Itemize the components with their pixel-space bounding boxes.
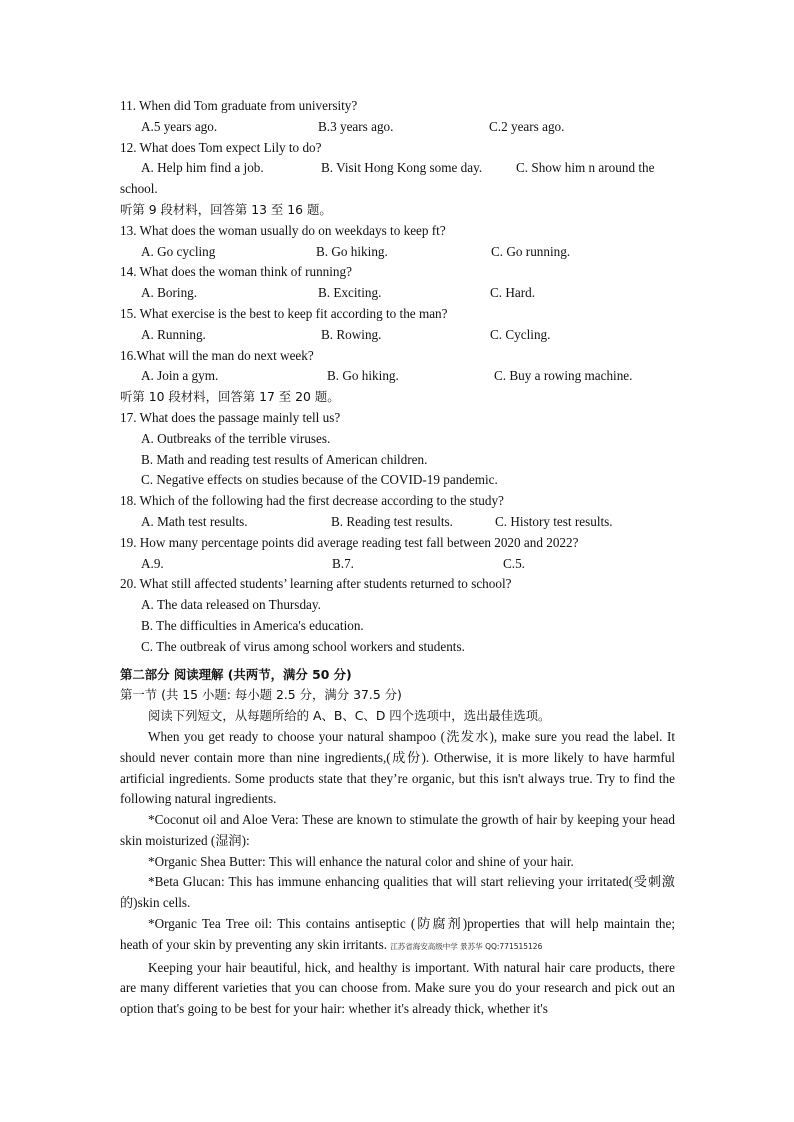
options-11 xyxy=(120,117,675,138)
options-12 xyxy=(120,158,675,179)
paragraph-1: When you get ready to choose your natural shampoo (洗发水), make sure you read the label. It should never contain more than nine ingredients,(成份). Otherwise, it is more likely to have harmful artificial ingredients. Some products state that they’re organic, but this isn't always true. Try to find the following natural ingredients. xyxy=(120,728,675,807)
option-a: A. Math test results. xyxy=(141,513,248,529)
section-1-heading: 第一节 (共 15 小题: 每小题 2.5 分，满分 37.5 分) xyxy=(120,687,402,703)
option-c: C. Show him n around the xyxy=(516,160,655,176)
paragraph-6: Keeping your hair beautiful, hick, and healthy is important. With natural hair care products, there are many different varieties that you can choose from. Make sure you do your research and pick out an option that's going to be best for your hair: whether it's already thick, whether it's xyxy=(120,959,675,1017)
option-c: C. Go running. xyxy=(491,243,571,259)
option-c: C. Hard. xyxy=(490,285,536,301)
question-15: 15. What exercise is the best to keep fit according to the man? xyxy=(120,305,448,321)
option-b: B.7. xyxy=(332,555,354,571)
option-b: B. Go hiking. xyxy=(327,368,399,384)
paragraph-2: *Coconut oil and Aloe Vera: These are known to stimulate the growth of hair by keeping your head skin moisturized (湿润): xyxy=(120,812,675,848)
section-10-heading: 听第 10 段材料，回答第 17 至 20 题。 xyxy=(120,389,340,405)
option-b: B.3 years ago. xyxy=(318,118,394,134)
question-13: 13. What does the woman usually do on weekdays to keep ft? xyxy=(120,222,446,238)
question-14: 14. What does the woman think of running? xyxy=(120,264,352,280)
options-16 xyxy=(120,366,675,387)
option-b: B. Reading test results. xyxy=(331,513,453,529)
paragraph-5 xyxy=(120,914,675,958)
options-19 xyxy=(120,554,675,575)
question-16: 16.What will the man do next week? xyxy=(120,347,314,363)
paragraph-4: *Beta Glucan: This has immune enhancing qualities that will start relieving your irritated(受刺激的)skin cells. xyxy=(120,874,675,911)
option-a: A. Join a gym. xyxy=(141,368,219,384)
option-b: B. Exciting. xyxy=(318,285,382,301)
question-12: 12. What does Tom expect Lily to do? xyxy=(120,139,322,155)
option-a: A. Go cycling xyxy=(141,243,216,259)
option-b: B. Go hiking. xyxy=(316,243,388,259)
options-13 xyxy=(120,242,675,263)
exam-page xyxy=(120,96,675,1020)
option-a: A.5 years ago. xyxy=(141,118,218,134)
option-c: C. Negative effects on studies because of the COVID-19 pandemic. xyxy=(141,472,498,488)
option-a: A. Help him find a job. xyxy=(141,160,264,176)
option-c: C.2 years ago. xyxy=(489,118,565,134)
options-18 xyxy=(120,512,675,533)
question-19: 19. How many percentage points did average reading test fall between 2020 and 2022? xyxy=(120,534,579,550)
paragraph-5-text: *Organic Tea Tree oil: This contains antiseptic (防腐剂)properties that will help maintain the; heath of your skin by preventing any skin irritants. xyxy=(120,916,675,952)
option-b: B. Visit Hong Kong some day. xyxy=(321,160,483,176)
option-a: A. The data released on Thursday. xyxy=(141,597,321,613)
section-9-heading: 听第 9 段材料，回答第 13 至 16 题。 xyxy=(120,201,332,217)
option-a: A.9. xyxy=(141,555,164,571)
options-15 xyxy=(120,325,675,346)
option-c: C. History test results. xyxy=(495,513,613,529)
option-a: A. Outbreaks of the terrible viruses. xyxy=(141,430,331,446)
option-c: C. Buy a rowing machine. xyxy=(494,368,633,384)
question-11: 11. When did Tom graduate from university? xyxy=(120,98,358,113)
option-c: C. Cycling. xyxy=(490,326,551,342)
option-b: B. Math and reading test results of American children. xyxy=(141,451,428,467)
question-18: 18. Which of the following had the first decrease according to the study? xyxy=(120,493,504,509)
part-2-heading: 第二部分 阅读理解 (共两节，满分 50 分) xyxy=(120,666,352,682)
option-c: C.5. xyxy=(503,555,525,571)
option-c: C. The outbreak of virus among school workers and students. xyxy=(141,638,465,654)
option-a: A. Running. xyxy=(141,326,206,342)
options-14 xyxy=(120,283,675,304)
reading-instruction: 阅读下列短文，从每题所给的 A、B、C、D 四个选项中，选出最佳选项。 xyxy=(148,708,551,724)
question-20: 20. What still affected students’ learning after students returned to school? xyxy=(120,576,512,592)
option-wrap: school. xyxy=(120,181,158,197)
option-b: B. The difficulties in America's education. xyxy=(141,617,364,633)
question-17: 17. What does the passage mainly tell us? xyxy=(120,409,341,425)
paragraph-3: *Organic Shea Butter: This will enhance the natural color and shine of your hair. xyxy=(148,853,574,869)
option-a: A. Boring. xyxy=(141,285,198,301)
watermark: 江苏省海安高级中学 景苏华 QQ:771515126 xyxy=(390,941,543,951)
option-b: B. Rowing. xyxy=(321,326,382,342)
